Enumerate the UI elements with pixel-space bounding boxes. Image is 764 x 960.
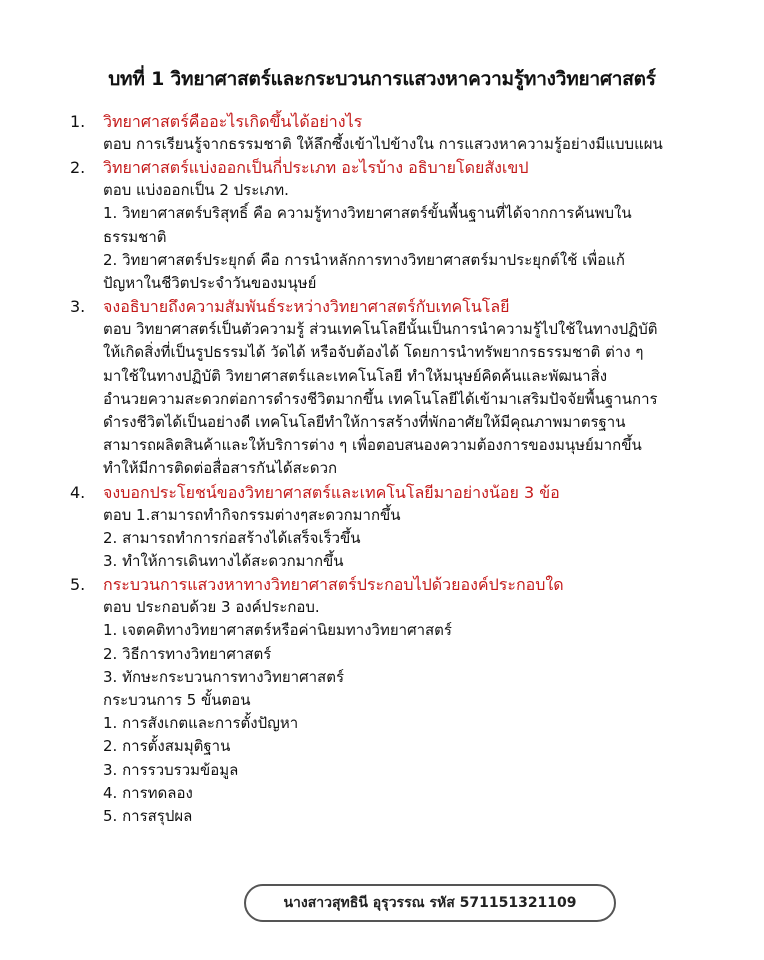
- answer-line: 1. วิทยาศาสตร์บริสุทธิ์ คือ ความรู้ทางวิทยาศาสตร์ขั้นพื้นฐานที่ได้จากการค้นพบใน: [103, 204, 632, 223]
- answer-line: ตอบ 1.สามารถทำกิจกรรมต่างๆสะดวกมากขึ้น: [103, 505, 401, 524]
- answer-block: [103, 504, 720, 574]
- question-text: วิทยาศาสตร์คืออะไรเกิดขึ้นได้อย่างไร: [103, 112, 363, 131]
- author-footer: [244, 884, 616, 922]
- question-number: 4.: [70, 482, 86, 502]
- answer-block: [103, 179, 720, 295]
- answer-line: ตอบ การเรียนรู้จากธรรมชาติ ให้ลึกซึ้งเข้าไปข้างใน การแสวงหาความรู้อย่างมีแบบแผน: [103, 135, 663, 153]
- answer-block: [103, 318, 720, 480]
- answer-line: ทำให้มีการติดต่อสื่อสารกันได้สะดวก: [103, 459, 338, 478]
- answer-line: 1. การสังเกตและการตั้งปัญหา: [103, 714, 299, 733]
- answer-line: อำนวยความสะดวกต่อการดำรงชีวิตมากขึ้น เทคโนโลยีได้เข้ามาเสริมปัจจัยพื้นฐานการ: [103, 389, 658, 408]
- answer-block: [103, 133, 720, 156]
- answer-line: 2. การตั้งสมมุติฐาน: [103, 737, 231, 756]
- question-number: 3.: [70, 297, 86, 317]
- question-number: 5.: [70, 575, 86, 595]
- question-number: 2.: [70, 158, 86, 178]
- page-title: บทที่ 1 วิทยาศาสตร์และกระบวนการแสวงหาความรู้ทางวิทยาศาสตร์: [108, 68, 656, 90]
- question-item: [70, 156, 720, 295]
- question-item: [70, 295, 720, 480]
- answer-line: ตอบ ประกอบด้วย 3 องค์ประกอบ.: [103, 598, 320, 617]
- question-text: จงอธิบายถึงความสัมพันธ์ระหว่างวิทยาศาสตร์กับเทคโนโลยี: [103, 297, 510, 317]
- answer-line: 4. การทดลอง: [103, 783, 193, 802]
- answer-line: 5. การสรุปผล: [103, 807, 193, 826]
- answer-line: 2. วิธีการทางวิทยาศาสตร์: [103, 644, 272, 663]
- answer-line: สามารถผลิตสินค้าและให้บริการต่าง ๆ เพื่อตอบสนองความต้องการของมนุษย์มากขึ้น: [103, 436, 642, 455]
- answer-line: กระบวนการ 5 ขั้นตอน: [103, 691, 251, 710]
- answer-line: ตอบ วิทยาศาสตร์เป็นตัวความรู้ ส่วนเทคโนโลยีนั้นเป็นการนำความรู้ไปใช้ในทางปฏิบัติ: [103, 320, 658, 339]
- answer-line: 2. สามารถทำการก่อสร้างได้เสร็จเร็วขึ้น: [103, 528, 361, 547]
- answer-line: ตอบ แบ่งออกเป็น 2 ประเภท.: [103, 181, 289, 200]
- answer-line: 3. การรวบรวมข้อมูล: [103, 760, 239, 779]
- answer-line: 3. ทักษะกระบวนการทางวิทยาศาสตร์: [103, 667, 345, 686]
- question-list: [70, 110, 720, 828]
- answer-line: 3. ทำให้การเดินทางได้สะดวกมากขึ้น: [103, 552, 344, 571]
- question-number: 1.: [70, 112, 86, 131]
- answer-line: ปัญหาในชีวิตประจำวันของมนุษย์: [103, 274, 317, 293]
- question-text: กระบวนการแสวงหาทางวิทยาศาสตร์ประกอบไปด้วยองค์ประกอบใด: [103, 575, 564, 595]
- answer-line: มาใช้ในทางปฏิบัติ วิทยาศาสตร์และเทคโนโลยี ทำให้มนุษย์คิดค้นและพัฒนาสิ่ง: [103, 366, 608, 385]
- answer-line: ธรรมชาติ: [103, 227, 167, 246]
- question-text: จงบอกประโยชน์ของวิทยาศาสตร์และเทคโนโลยีมาอย่างน้อย 3 ข้อ: [103, 482, 560, 502]
- question-item: [70, 573, 720, 828]
- question-item: [70, 110, 720, 156]
- answer-line: 1. เจตคติทางวิทยาศาสตร์หรือค่านิยมทางวิทยาศาสตร์: [103, 621, 452, 640]
- question-item: [70, 481, 720, 574]
- answer-line: 2. วิทยาศาสตร์ประยุกต์ คือ การนำหลักการทางวิทยาศาสตร์มาประยุกต์ใช้ เพื่อแก้: [103, 250, 625, 269]
- answer-block: [103, 596, 720, 828]
- author-label: นางสาวสุทธินี อุรุวรรณ รหัส 571151321109: [283, 895, 577, 911]
- answer-line: ให้เกิดสิ่งที่เป็นรูปธรรมได้ วัดได้ หรือจับต้องได้ โดยการนำทรัพยากรธรรมชาติ ต่าง ๆ: [103, 343, 644, 362]
- question-text: วิทยาศาสตร์แบ่งออกเป็นกี่ประเภท อะไรบ้าง อธิบายโดยสังเขป: [103, 158, 529, 178]
- answer-line: ดำรงชีวิตได้เป็นอย่างดี เทคโนโลยีทำให้การสร้างที่พักอาศัยให้มีคุณภาพมาตรฐาน: [103, 413, 626, 432]
